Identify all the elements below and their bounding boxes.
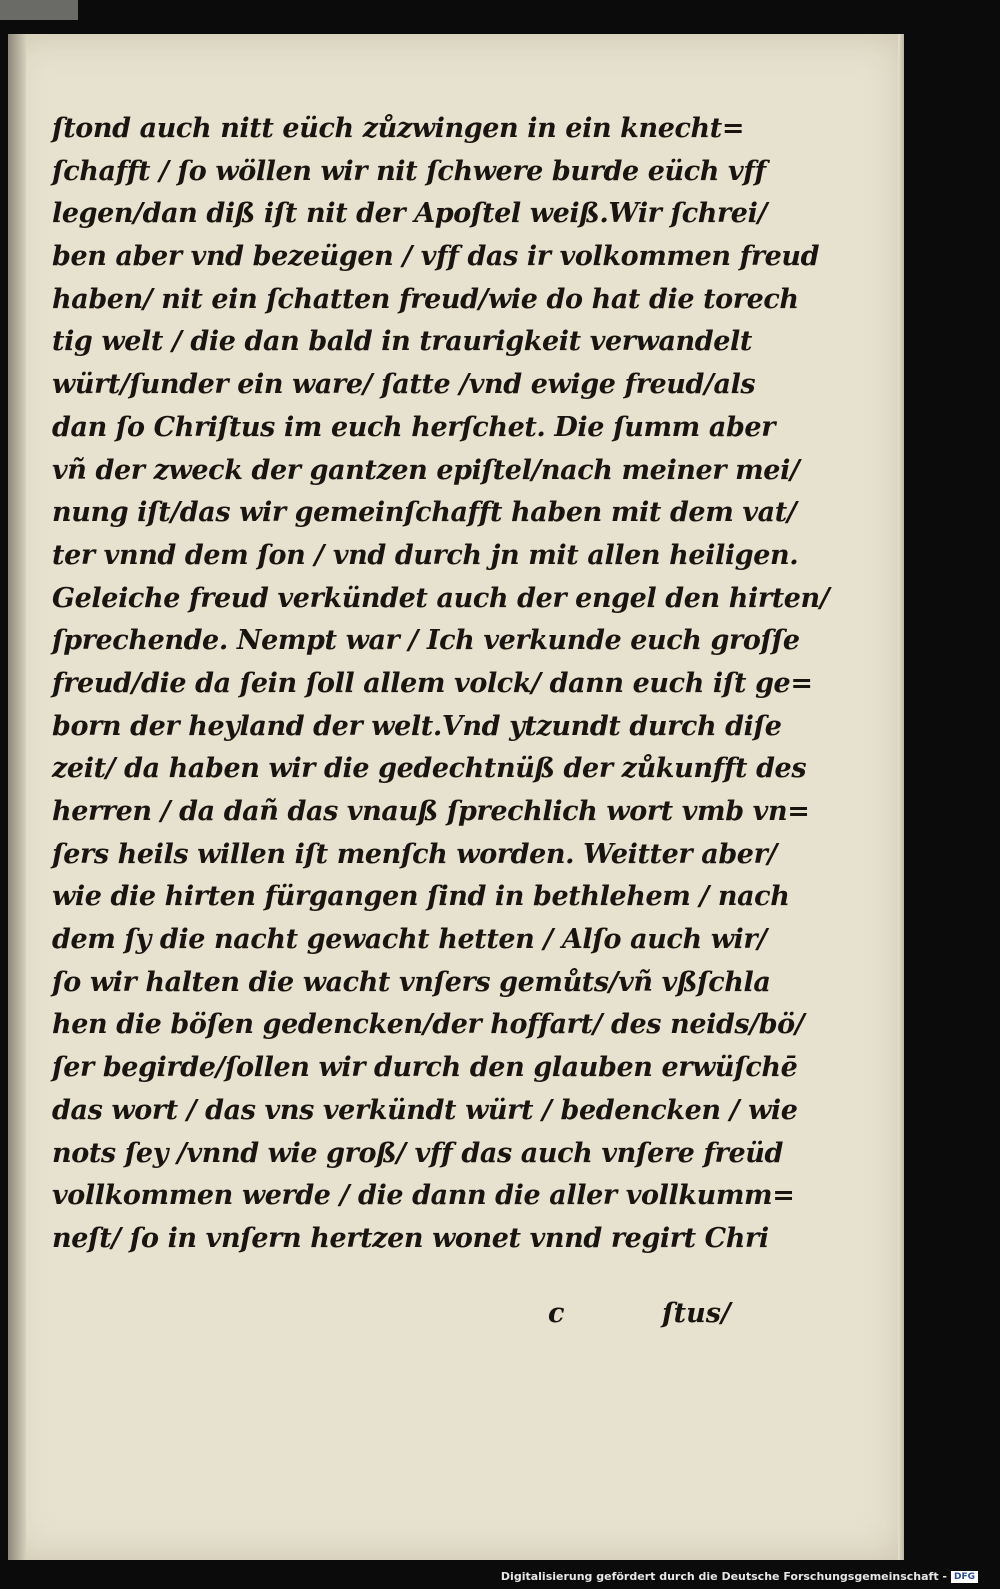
text-line: neſt/ ſo in vnſern hertzen wonet vnnd regirt Chri xyxy=(52,1222,769,1254)
text-line: freud/die da ſein ſoll allem volck/ dann euch iſt ge= xyxy=(52,667,813,699)
text-line: nung iſt/das wir gemeinſchafft haben mit dem vat/ xyxy=(52,497,797,529)
page-gutter xyxy=(8,34,26,1560)
dfg-logo: DFG xyxy=(951,1571,978,1583)
text-line: tig welt / die dan bald in traurigkeit verwandelt xyxy=(52,326,752,358)
text-line: vollkommen werde / die dann die aller vollkumm= xyxy=(52,1180,795,1212)
page-edge xyxy=(898,34,904,1560)
text-line: ſers heils willen iſt menſch worden. Weitter aber/ xyxy=(52,838,777,870)
text-line: ter vnnd dem ſon / vnd durch jn mit allen heiligen. xyxy=(52,539,799,571)
text-line: herren / da dañ das vnauß ſprechlich wort vmb vn= xyxy=(52,796,810,827)
text-line: hen die böſen gedencken/der hoffart/ des neids/bö/ xyxy=(52,1009,805,1041)
text-line: nots ſey /vnnd wie groß/ vff das auch vnſere freüd xyxy=(52,1137,783,1169)
text-line: ſtond auch nitt eüch zůzwingen in ein knecht= xyxy=(52,113,745,144)
text-line: haben/ nit ein ſchatten freud/wie do hat die torech xyxy=(52,283,799,315)
text-line: born der heyland der welt.Vnd ytzundt durch diſe xyxy=(52,710,782,742)
text-line: zeit/ da haben wir die gedechtnüß der zůkunfft des xyxy=(52,753,807,785)
text-line: Geleiche freud verkündet auch der engel den hirten/ xyxy=(52,582,830,614)
text-line: ſprechende. Nempt war / Ich verkunde euch groſſe xyxy=(52,625,800,657)
text-line: dan ſo Chriſtus im euch herſchet. Die ſumm aber xyxy=(52,411,776,443)
catchword: ſtus/ xyxy=(662,1298,731,1329)
text-line: ſo wir halten die wacht vnſers gemůts/vñ vßſchla xyxy=(52,966,771,998)
digitization-credit xyxy=(501,1570,978,1583)
text-line: ben aber vnd bezeügen / vff das ir volkommen freud xyxy=(52,241,820,273)
credit-text: Digitalisierung gefördert durch die Deutsche Forschungsgemeinschaft - xyxy=(500,1570,947,1583)
scanner-strip xyxy=(0,0,78,20)
text-line: würt/ſunder ein ware/ ſatte /vnd ewige freud/als xyxy=(52,369,756,401)
text-line: wie die hirten fürgangen ſind in bethlehem / nach xyxy=(52,881,790,913)
text-line: dem ſy die nacht gewacht hetten / Alſo auch wir/ xyxy=(52,924,767,956)
page-text xyxy=(52,108,830,1261)
text-line: das wort / das vns verkündt würt / bedencken / wie xyxy=(52,1094,798,1126)
text-line: vñ der zweck der gantzen epiſtel/nach meiner mei/ xyxy=(52,454,800,486)
signature-mark: c xyxy=(548,1298,565,1329)
text-line: ſer begirde/ſollen wir durch den glauben erwüſchē xyxy=(52,1052,798,1084)
book-page xyxy=(8,34,904,1560)
page-foot xyxy=(52,1298,742,1340)
text-line: ſchafft / ſo wöllen wir nit ſchwere burde eüch vff xyxy=(52,155,766,187)
text-line: legen/dan diß iſt nit der Apoſtel weiß.Wir ſchrei/ xyxy=(52,198,767,230)
